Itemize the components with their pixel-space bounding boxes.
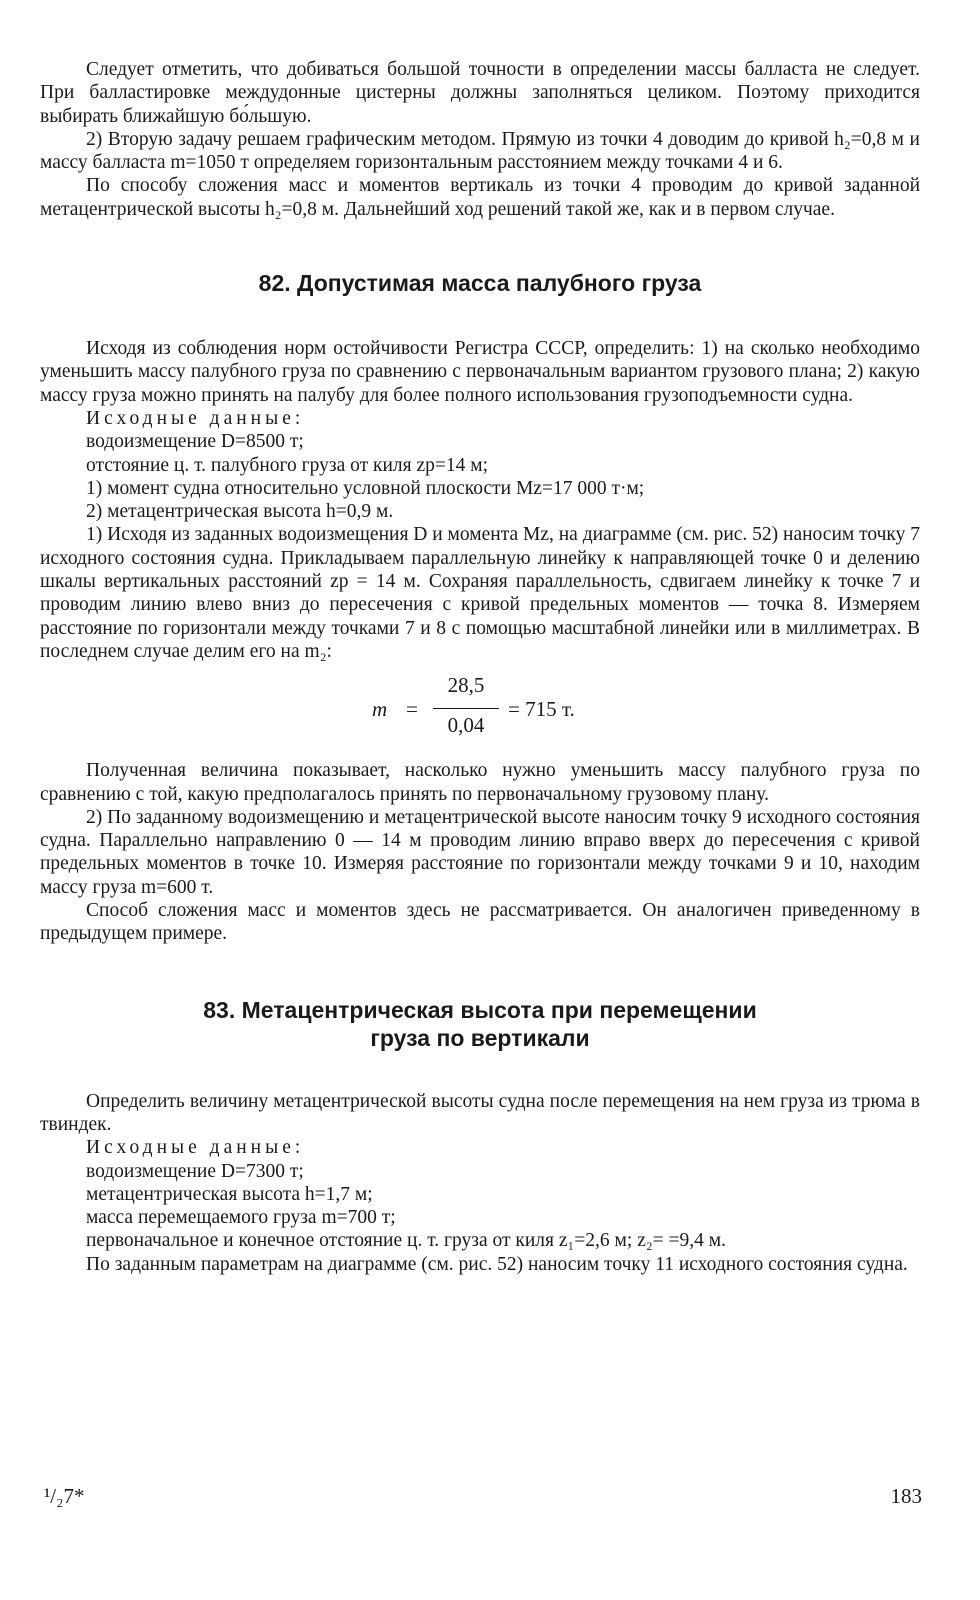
given-item: отстояние ц. т. палубного груза от киля zp=14 м;: [86, 454, 489, 476]
formula: [40, 673, 920, 747]
paragraph: 1) Исходя из заданных водоизмещения D и момента Mz, на диаграмме (см. рис. 52) наносим точку 7 исходного состояния судна. Прикладываем параллельную линейку к направляющей точке 0 и делению шкалы вертикальных расстояний zp = 14 м. Сохраняя параллельность, сдвигаем линейку к точке 7 и проводим линию влево вниз до пересечения с кривой предельных моментов — точка 8. Измеряем расстояние по горизонтали между точками 7 и 8 с помощью масштабной линейки или в миллиметрах. В последнем случае делим его на m₂:: [40, 524, 920, 662]
signature-mark: ¹/₂7*: [44, 1484, 85, 1508]
formula-rhs: = 715 т.: [508, 697, 575, 722]
given-item: масса перемещаемого груза m=700 т;: [86, 1207, 396, 1229]
paragraph: Следует отметить, что добиваться большой точности в определении массы балласта не следует. При балластировке междудонные цистерны должны заполняться целиком. Поэтому приходится выбирать ближайшую бо́льшую.: [40, 59, 920, 127]
formula-numerator: 28,5: [447, 673, 485, 698]
given-item: метацентрическая высота h=1,7 м;: [86, 1183, 373, 1205]
formula-lhs: m: [372, 697, 388, 722]
page: [40, 58, 920, 1276]
page-number: 183: [890, 1484, 922, 1508]
section-82-title: 82. Допустимая масса палубного груза: [258, 270, 702, 297]
paragraph: По способу сложения масс и моментов вертикаль из точки 4 проводим до кривой заданной метацентрической высоты h₂=0,8 м. Дальнейший ход решений такой же, как и в первом случае.: [40, 175, 920, 220]
given-item: 2) метацентрическая высота h=0,9 м.: [86, 501, 394, 523]
paragraph: Исходя из соблюдения норм остойчивости Регистра СССР, определить: 1) на сколько необходимо уменьшить массу палубного груза по сравнению с первоначальным вариантом грузового плана; 2) какую массу груза можно принять на палубу для более полного использования грузоподъемности судна.: [40, 338, 920, 406]
paragraph: 2) Вторую задачу решаем графическим методом. Прямую из точки 4 доводим до кривой h₂=0,8 м и массу балласта m=1050 т определяем горизонтальным расстоянием между точками 4 и 6.: [40, 128, 920, 174]
given-label: Исходные данные:: [86, 1137, 305, 1159]
paragraph: 2) По заданному водоизмещению и метацентрической высоте наносим точку 9 исходного состояния судна. Параллельно направлению 0 — 14 м проводим линию вправо вверх до пересечения с кривой предельных моментов в точке 10. Измеряя расстояние по горизонтали между точками 9 и 10, находим массу груза m=600 т.: [40, 806, 920, 898]
paragraph: По заданным параметрам на диаграмме (см. рис. 52) наносим точку 11 исходного состояния судна.: [86, 1253, 908, 1275]
paragraph: Определить величину метацентрической высоты судна после перемещения на нем груза из трюма в твиндек.: [40, 1090, 920, 1135]
given-item: первоначальное и конечное отстояние ц. т. груза от киля z₁=2,6 м; z₂= =9,4 м.: [86, 1230, 726, 1252]
section-83-title-line1: 83. Метацентрическая высота при перемещении: [203, 996, 757, 1023]
section-83-title-line2: груза по вертикали: [370, 1024, 590, 1051]
given-item: водоизмещение D=7300 т;: [86, 1160, 304, 1182]
given-item: 1) момент судна относительно условной плоскости Mz=17 000 т·м;: [86, 477, 645, 499]
page-footer: [44, 1484, 922, 1514]
given-label: Исходные данные:: [86, 407, 305, 429]
paragraph: Способ сложения масс и моментов здесь не рассматривается. Он аналогичен приведенному в предыдущем примере.: [40, 900, 920, 945]
formula-denominator: 0,04: [447, 713, 485, 738]
paragraph: Полученная величина показывает, насколько нужно уменьшить массу палубного груза по сравнению с той, какую предполагалось принять по первоначальному грузовому плану.: [40, 760, 920, 805]
fraction-bar: [433, 708, 499, 709]
formula-equals: =: [406, 697, 418, 722]
given-item: водоизмещение D=8500 т;: [86, 431, 304, 453]
